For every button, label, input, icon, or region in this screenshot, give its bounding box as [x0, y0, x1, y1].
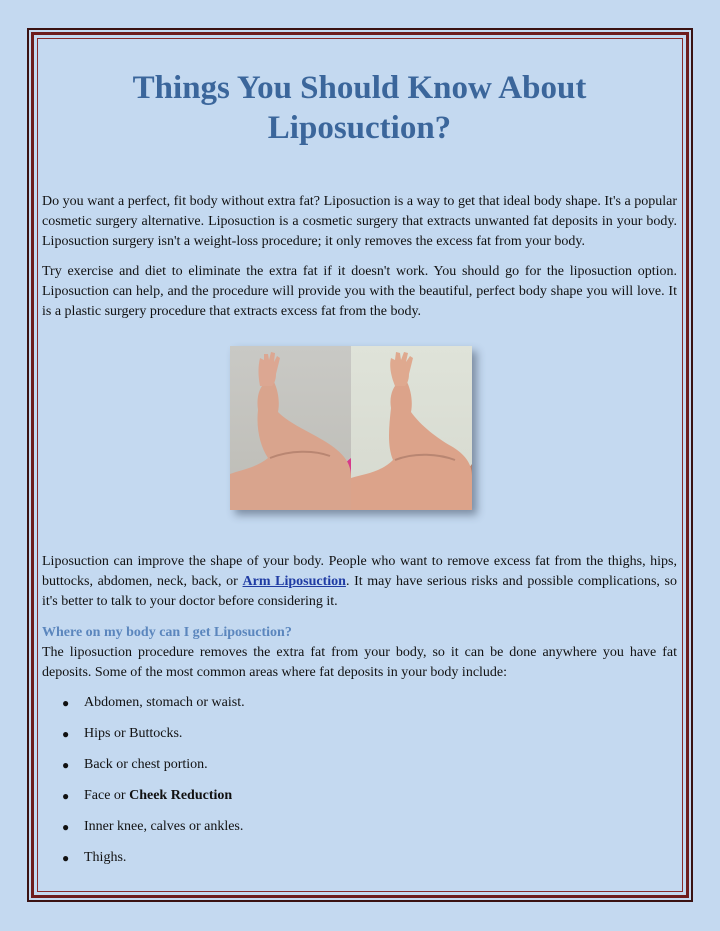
improve-paragraph — [42, 552, 677, 612]
cheek-reduction-link[interactable]: Cheek Reduction — [129, 788, 233, 803]
list-item — [42, 755, 677, 775]
list-item — [42, 786, 677, 806]
section-paragraph: The liposuction procedure removes the extra fat from your body, so it can be done anywhere you have fat deposits. Some of the most common areas where fat deposits in your body include: — [42, 645, 677, 680]
list-item — [42, 693, 677, 713]
before-after-arm-photo — [230, 346, 472, 510]
bullet-icon: ● — [62, 758, 70, 772]
document-content — [42, 68, 677, 879]
list-item-text: Face or — [84, 788, 130, 803]
list-item — [42, 817, 677, 837]
fat-areas-list — [42, 693, 677, 868]
list-item-text: Thighs. — [84, 850, 127, 865]
list-item — [42, 724, 677, 744]
before-photo — [230, 346, 351, 510]
after-photo — [351, 346, 472, 510]
bullet-icon: ● — [62, 851, 70, 865]
intro-paragraph-1: Do you want a perfect, fit body without extra fat? Liposuction is a way to get that ideal body shape. It's a popular cosmetic surgery alternative. Liposuction is a cosmetic surgery that extracts unwanted fat deposits in your body. Liposuction surgery isn't a weight-loss procedure; it only removes the excess fat from your body. — [42, 194, 677, 249]
list-item — [42, 848, 677, 868]
improve-text-before: Liposuction can improve the shape of your body. People who want to remove excess fat from the thighs, hips, buttocks, abdomen, neck, back, or — [42, 554, 677, 589]
bullet-icon: ● — [62, 696, 70, 710]
arm-liposuction-link[interactable]: Arm Liposuction — [242, 574, 346, 589]
bullet-icon: ● — [62, 727, 70, 741]
bullet-icon: ● — [62, 820, 70, 834]
list-item-text: Abdomen, stomach or waist. — [84, 695, 245, 710]
section-heading: Where on my body can I get Liposuction? — [42, 625, 292, 640]
bullet-icon: ● — [62, 789, 70, 803]
list-item-text: Hips or Buttocks. — [84, 726, 183, 741]
intro-paragraph-2: Try exercise and diet to eliminate the extra fat if it doesn't work. You should go for the liposuction option. Liposuction can help, and the procedure will provide you with the beautiful, perfect body shape you will love. It is a plastic surgery procedure that extracts excess fat from the body. — [42, 264, 677, 319]
page-title: Things You Should Know About Liposuction? — [132, 70, 587, 146]
list-item-text: Back or chest portion. — [84, 757, 208, 772]
list-item-text: Inner knee, calves or ankles. — [84, 819, 244, 834]
improve-text-after: . It may have serious risks and possible complications, so it's better to talk to your doctor before considering it. — [42, 574, 677, 609]
